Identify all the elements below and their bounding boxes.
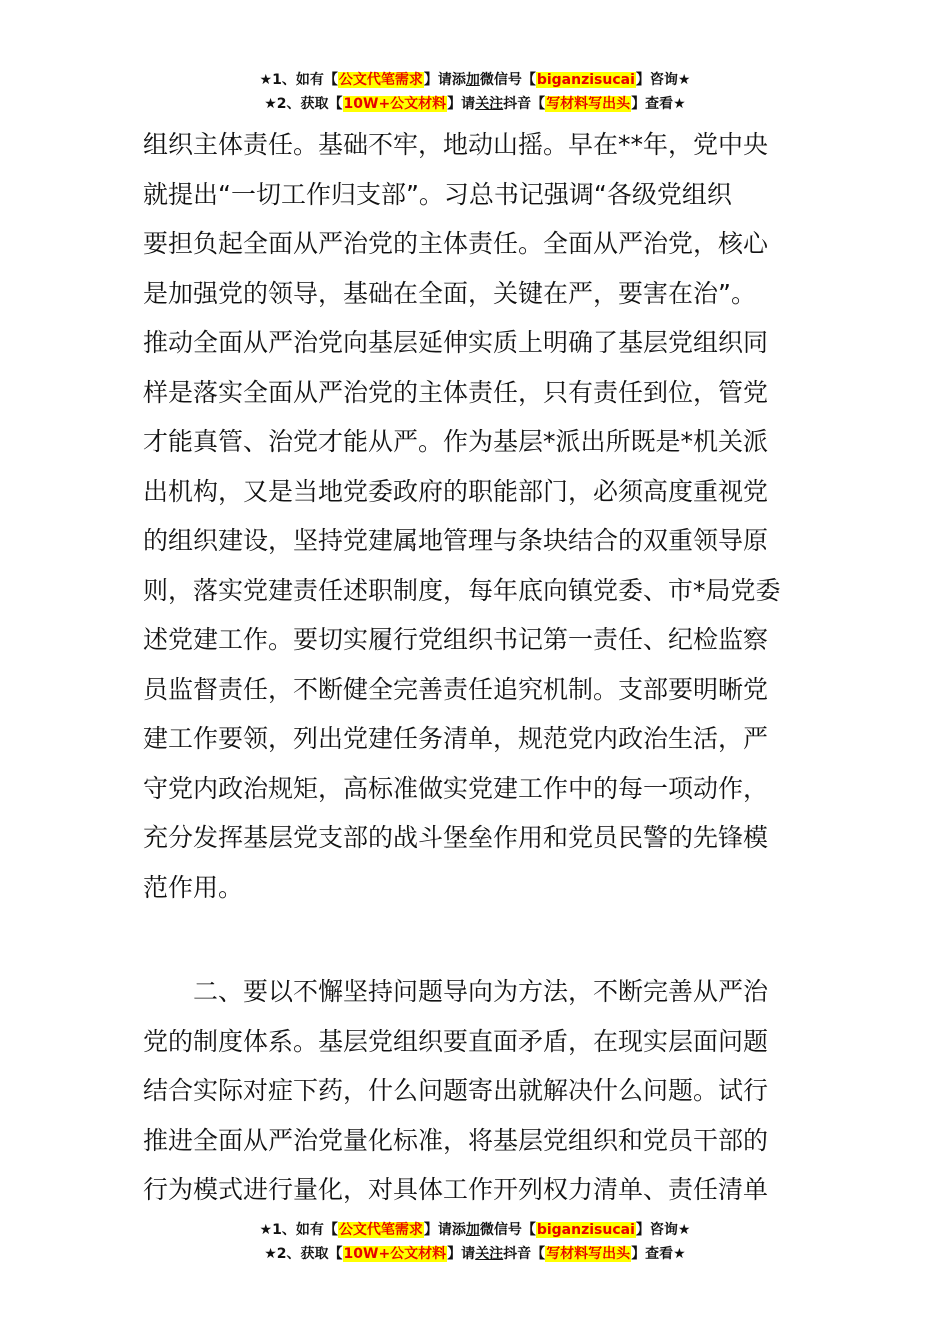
text-line: 建工作要领，列出党建任务清单，规范党内政治生活，严 [143, 724, 769, 753]
text-line: 则，落实党建责任述职制度，每年底向镇党委、市*局党委 [143, 575, 781, 605]
highlight-wechat-id: biganzisucai [536, 72, 635, 88]
text-line: 述党建工作。要切实履行党组织书记第一责任、纪检监察 [143, 625, 769, 654]
highlight-writing-service: 公文代笔需求 [338, 1222, 423, 1238]
paragraph-1 [143, 120, 807, 912]
footer-banner [0, 1218, 950, 1266]
text-line: 党的制度体系。基层党组织要直面矛盾，在现实层面问题 [143, 1026, 769, 1056]
text-line: 结合实际对症下药，什么问题寄出就解决什么问题。试行 [143, 1076, 769, 1105]
text-line: 范作用。 [143, 872, 244, 902]
text-line: 出机构，又是当地党委政府的职能部门，必须高度重视党 [143, 476, 769, 506]
text-line: 二、要以不懈坚持问题导向为方法，不断完善从严治 [143, 977, 769, 1006]
highlight-wechat-id: biganzisucai [536, 1222, 635, 1238]
text-line: 推动全面从严治党向基层延伸实质上明确了基层党组织同 [143, 328, 769, 357]
banner-line-1: ★1、如有【公文代笔需求】请添加微信号【biganzisucai】咨询★ [259, 72, 691, 88]
highlight-douyin-account: 写材料写出头 [546, 1246, 631, 1262]
highlight-douyin-account: 写材料写出头 [546, 96, 631, 112]
text-line: 组织主体责任。基础不牢，地动山摇。早在**年，党中央 [143, 130, 769, 159]
text-line: 行为模式进行量化，对具体工作开列权力清单、责任清单 [143, 1175, 769, 1204]
text-line: 要担负起全面从严治党的主体责任。全面从严治党，核心 [143, 229, 769, 258]
highlight-writing-service: 公文代笔需求 [338, 72, 423, 88]
highlight-materials: 10W+公文材料 [343, 1246, 447, 1262]
banner-line-2: ★2、获取【10W+公文材料】请关注抖音【写材料写出头】查看★ [264, 96, 686, 112]
text-line: 的组织建设，坚持党建属地管理与条块结合的双重领导原 [143, 526, 769, 555]
header-banner [0, 68, 950, 116]
text-line: 就提出“一切工作归支部”。习总书记强调“各级党组织 [143, 179, 732, 209]
text-line: 守党内政治规矩，高标准做实党建工作中的每一项动作， [143, 773, 769, 803]
text-line: 才能真管、治党才能从严。作为基层*派出所既是*机关派 [143, 427, 769, 456]
text-line: 是加强党的领导，基础在全面，关键在严，要害在治”。 [143, 278, 756, 308]
paragraph-2 [143, 967, 807, 1215]
banner-line-2: ★2、获取【10W+公文材料】请关注抖音【写材料写出头】查看★ [264, 1246, 686, 1262]
text-line: 充分发挥基层党支部的战斗堡垒作用和党员民警的先锋模 [143, 823, 769, 852]
text-line: 员监督责任，不断健全完善责任追究机制。支部要明晰党 [143, 674, 769, 704]
text-line: 样是落实全面从严治党的主体责任，只有责任到位，管党 [143, 377, 769, 407]
banner-line-1: ★1、如有【公文代笔需求】请添加微信号【biganzisucai】咨询★ [259, 1222, 691, 1238]
text-line: 推进全面从严治党量化标准，将基层党组织和党员干部的 [143, 1125, 769, 1155]
highlight-materials: 10W+公文材料 [343, 96, 447, 112]
